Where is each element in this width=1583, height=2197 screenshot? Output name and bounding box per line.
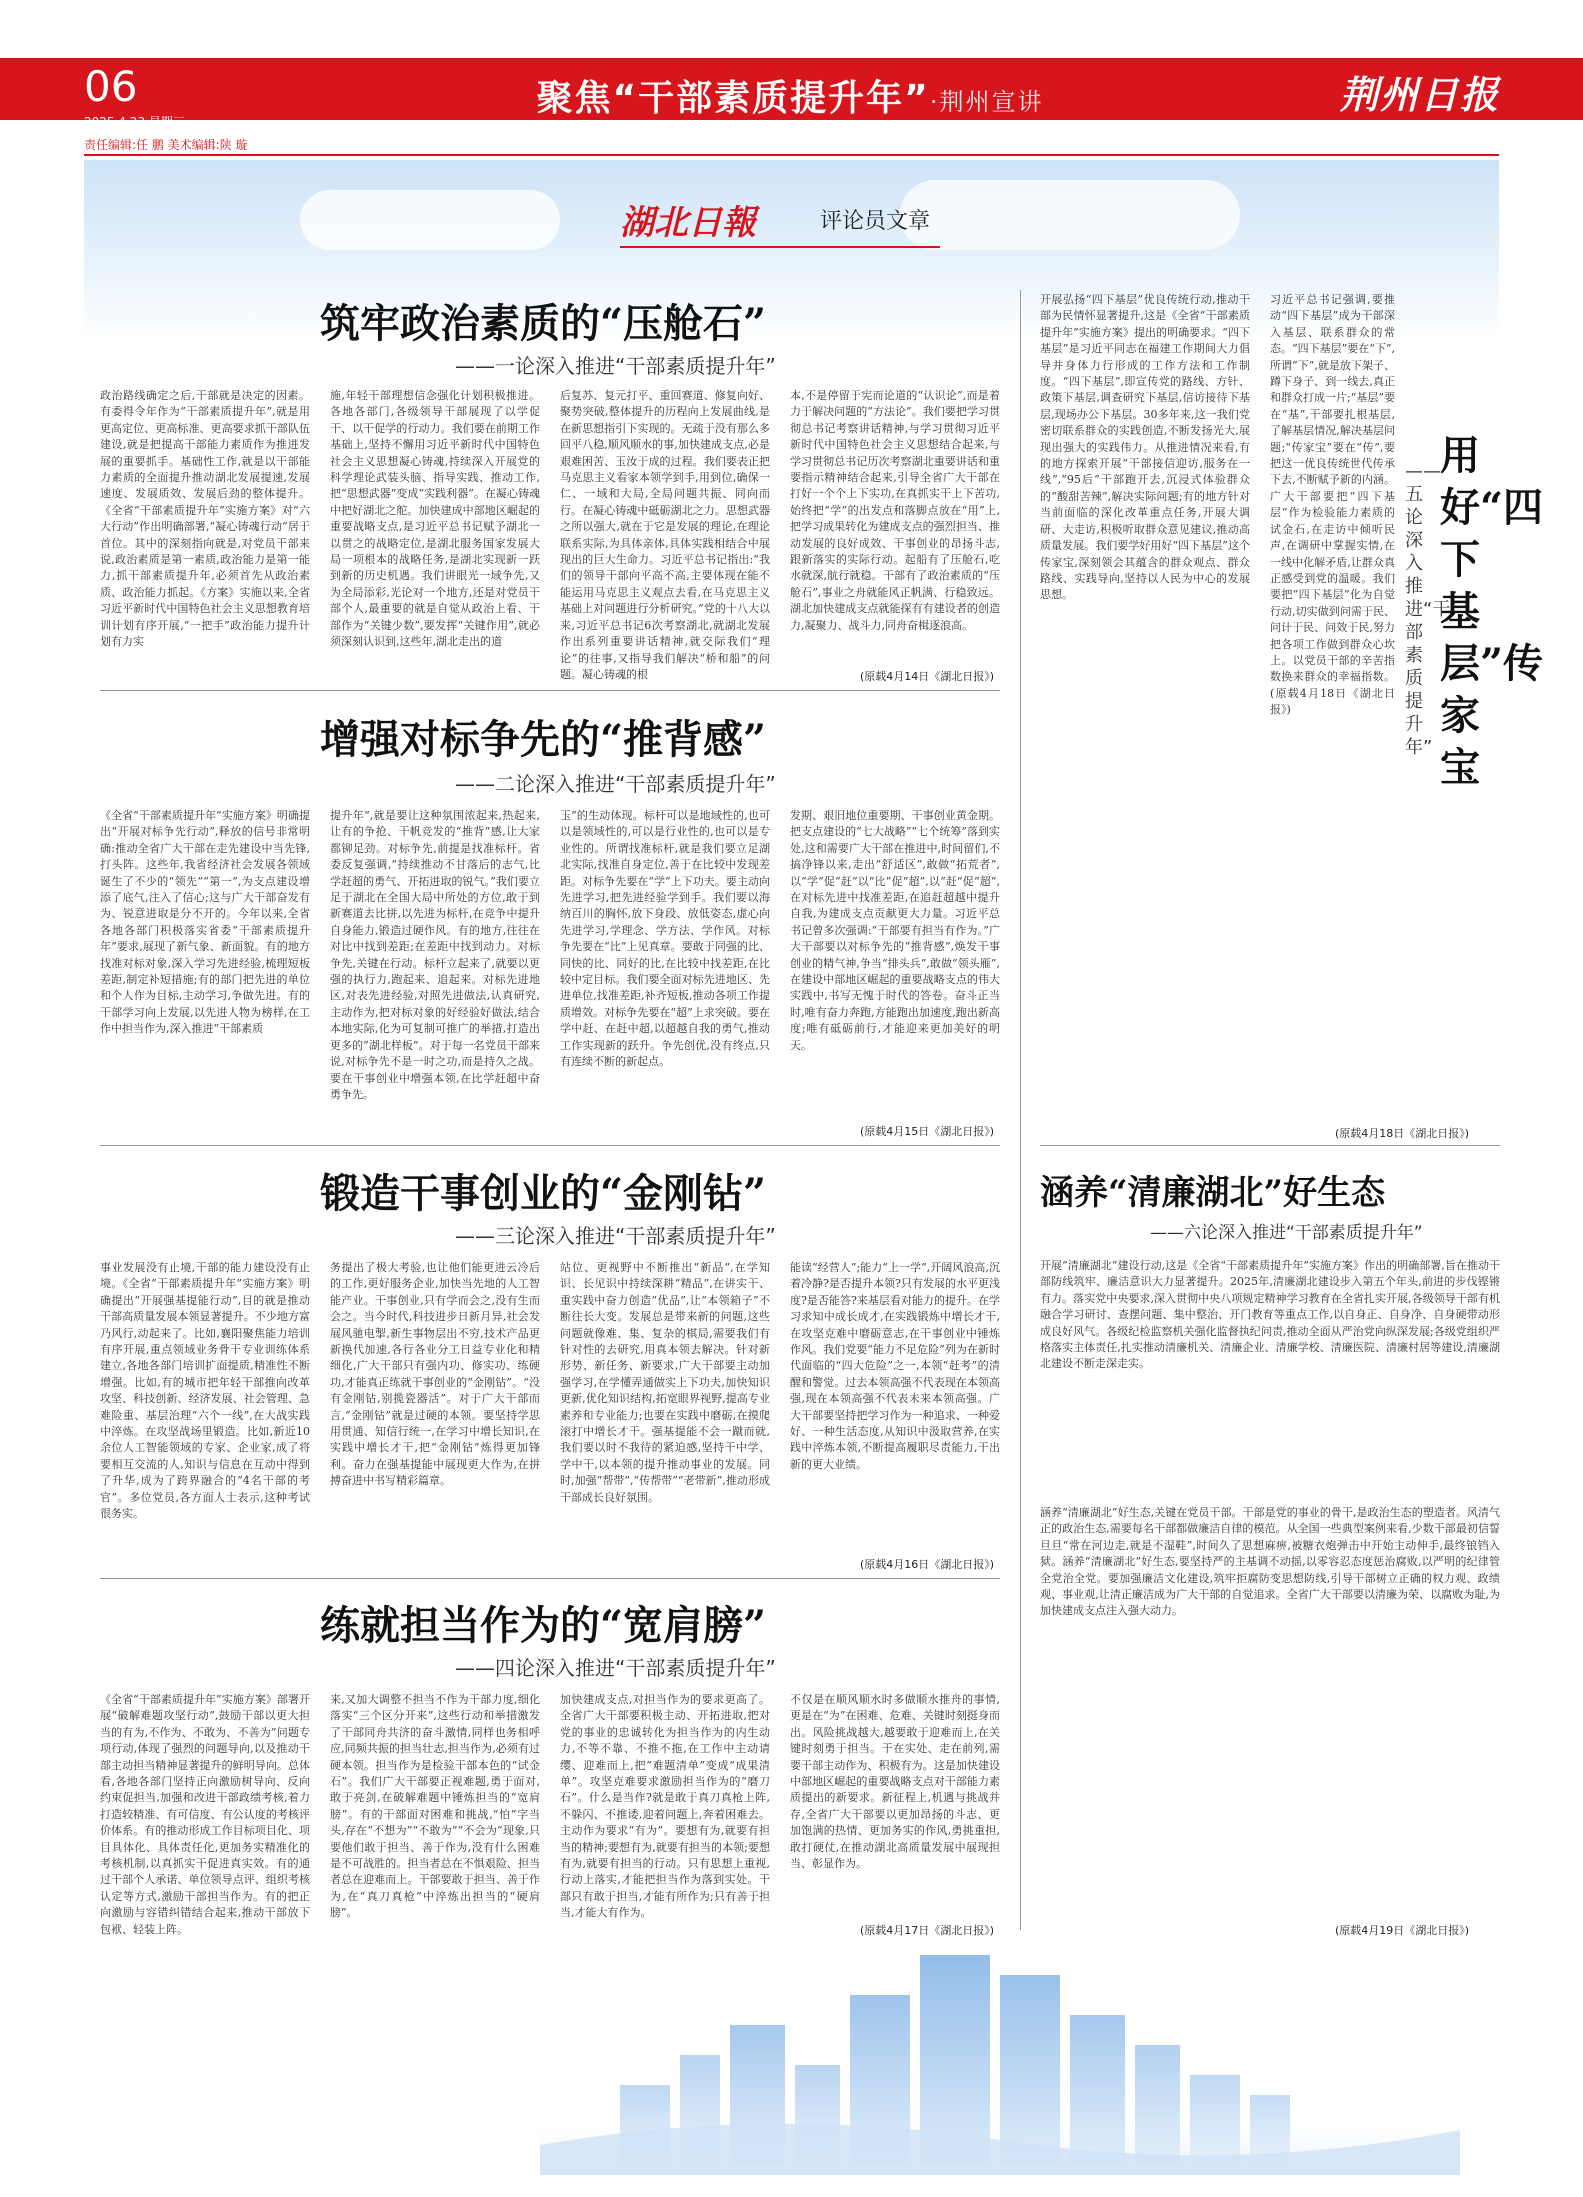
divider [100,1145,1000,1146]
column-divider [1020,290,1021,1930]
article-title-5: 用好“四下基层”传家宝 [1440,432,1544,791]
article-title-3: 锻造干事创业的“金刚钻” [320,1170,767,1217]
article-title-6: 涵养“清廉湖北”好生态 [1040,1173,1386,1213]
article-2-col-2: 提升年”,就是要让这种氛围浓起来,热起来,让有的争抢、干帆竞发的“推背”感,让大家都铆足劲。对标争先,前提是找准标杆。省委反复强调,“持续推动不甘落后的志气,比学赶超的勇气、开拓进取的锐气。”我们要立足于湖北在全国大局中所处的方位,敢于到新赛道去比拼,以先进为标杆,在竞争中提升自身能力,锻造过硬作风。有的地方,往往在对比中找到差距;在差距中找到动力。对标争先,关键在行动。标杆立起来了,就要以更强的执行力,跑起来、追起来。对标先进地区,对表先进经验,对照先进做法,认真研究,主动作为,把对标对象的好经验好做法,结合本地实际,化为可复制可推广的举措,打造出更多的“湖北样板”。对于每一名党员干部来说,对标争先不是一时之功,而是持久之战。要在干事创业中增强本领,在比学赶超中奋勇争先。 [330,809,540,1101]
article-1-source: (原载4月14日《湖北日报》) [860,670,995,683]
article-4-col-3: 加快建成支点,对担当作为的要求更高了。全省广大干部要积极主动、开拓进取,把对党的事业的忠诚转化为担当作为的内生动力,不等不靠、不推不拖,在工作中主动请缨、迎难而上,把“难题清单”变成“成果清单”。攻坚克难要求激励担当作为的“磨刀石”。什么是当作?就是敢于真刀真枪上阵,不躲闪、不推诿,迎着问题上,奔着困难去。主动作为要求“有为”。要想有为,就要有担当的精神;要想有为,就要有担当的本领;要想有为,就要有担当的行动。只有思想上重视,行动上落实,才能把担当作为落到实处。干部只有敢于担当,才能有所作为;只有善于担当,才能大有作为。 [560,1693,770,1920]
page-title-sub: ·荆州宣讲 [929,88,1044,116]
article-subtitle-6: ——六论深入推进“干部素质提升年” [1150,1223,1423,1243]
article-5-col-1: 开展弘扬“四下基层”优良传统行动,推动干部为民情怀显著提升,这是《全省“干部素质提升年”实施方案》提出的明确要求。“四下基层”是习近平同志在福建工作期间大力倡导并身体力行形成的工作方法和工作制度。“四下基层”,即宣传党的路线、方针、政策下基层,调查研究下基层,信访接待下基层,现场办公下基层。30多年来,这一我们党密切联系群众的实践创造,不断发扬光大,展现出强大的实践伟力。从推进情况来看,有的地方探索开展“干部接信迎访,服务在一线”,“95后”干部跑开去,沉浸式体验群众的“酸甜苦辣”,解决实际问题;有的地方针对当前面临的深化改革重点任务,开展大调研、大走访,积极听取群众意见建议,推动高质量发展。我们要学好用好“四下基层”这个传家宝,深刻领会其蕴含的群众观点、群众路线、实践导向,坚持以人民为中心的发展思想。 [1040,293,1250,602]
article-subtitle-5: ——五论深入推进“干部素质提升年” [1405,461,1451,758]
article-subtitle-1: ——一论深入推进“干部素质提升年” [455,354,776,378]
article-subtitle-2: ——二论深入推进“干部素质提升年” [455,772,776,796]
article-4-col-2: 来,又加大调整不担当不作为干部力度,细化落实“三个区分开来”,这些行动和举措激发了干部同舟共济的奋斗激情,同样也务相呼应,同频共振的担当壮志,担当作为,必须有过硬本领。担当作为是检验干部本色的“试金石”。我们广大干部要正视难题,勇于面对,敢于亮剑,在破解难题中锤炼担当的“宽肩膀”。有的干部面对困难和挑战,“怕”字当头,存在“不想为”“不敢为”“不会为”现象,只要他们敢于担当、善于作为,没有什么困难是不可战胜的。担当者总在不惧艰险、担当者总在迎难而上。干部要敢于担当、善于作为,在“真刀真枪”中淬炼出担当的“硬肩膀”。 [330,1693,540,1920]
cloud-decoration [300,190,560,250]
section-underline [620,246,940,248]
page-title-main: 聚焦“干部素质提升年” [536,78,930,119]
article-4-col-1: 《全省“干部素质提升年”实施方案》部署开展“破解难题攻坚行动”,鼓励干部以更大担当的有为,不作为、不敢为、不善为”问题专项行动,体现了强烈的问题导向,以及推动干部主动担当精神显著提升的鲜明导向。总体看,各地各部门坚持正向激励树导向、反向约束促担当,加强和改进干部政绩考核,着力打造较精准、有可信度、有公认度的考核评价体系。有的推动形成工作目标项目化、项目具体化、具体责任化,更加务实精准化的考核机制,以真抓实干促进真实效。有的通过干部个人承诺、单位领导点评、组织考核认定等方式,激励干部担当作为。有的把正向激励与容错纠错结合起来,推动干部放下包袱、轻装上阵。 [100,1693,310,1936]
section-brand-logo: 湖北日報 [620,203,756,243]
article-title-4: 练就担当作为的“宽肩膀” [320,1602,767,1649]
article-1-col-2: 施,年轻干部理想信念强化计划积极推进。各地各部门,各级领导干部展现了以学促干、以干促学的行动力。我们要在前期工作基础上,坚持不懈用习近平新时代中国特色社会主义思想凝心铸魂,持续深入开展党的科学理论武装头脑、指导实践、推动工作,把“思想武器”变成“实践利器”。在凝心铸魂中把好湖北之舵。加快建成中部地区崛起的重要战略支点,是习近平总书记赋予湖北一以贯之的战略定位,是湖北服务国家发展大局一项根本的战略任务,是湖北实现新一跃到新的历史机遇。我们讲眼光一域争先,又为全局添彩,光论对一个地方,还是对党员干部个人,最重要的就是自觉从政治上看、干部作为“关键少数”,要发挥“关键作用”,就必须深刻认识到,这些年,湖北走出的道 [330,389,540,649]
article-4-col-4: 不仅是在顺风顺水时多做顺水推舟的事情,更是在“为”在困难、危难、关键时刻挺身而出。风险挑战越大,越要敢于迎难而上,在关键时刻勇于担当。干在实处、走在前列,需要干部主动作为、积极有为。这是加快建设中部地区崛起的重要战略支点对干部能力素质提出的新要求。新征程上,机遇与挑战并存,全省广大干部要以更加昂扬的斗志、更加饱满的热情、更加务实的作风,勇挑重担,敢打硬仗,在推动湖北高质量发展中展现担当、彰显作为。 [790,1693,1000,1871]
article-5-col-2: 习近平总书记强调,要推动“四下基层”成为干部深入基层、联系群众的常态。“四下基层”要在“下”,所谓“下”,就是放下架子、蹲下身子、到一线去,真正和群众打成一片;“基层”要在“基”,干部要扎根基层,了解基层情况,解决基层问题;“传家宝”要在“传”,要把这一优良传统世代传承下去,不断赋予新的内涵。广大干部要把“四下基层”作为检验能力素质的试金石,在走访中倾听民声,在调研中掌握实情,在一线中化解矛盾,让群众真正感受到党的温暖。我们要把“四下基层”化为自觉行动,切实做到问需于民、问计于民、问效于民,努力把各项工作做到群众心坎上。以党员干部的辛苦指数换来群众的幸福指数。(原载4月18日《湖北日报》) [1270,293,1395,717]
article-6-col-1: 开展“清廉湖北”建设行动,这是《全省“干部素质提升年”实施方案》作出的明确部署,旨在推动干部防线筑牢、廉洁意识大力显著提升。2025年,清廉湖北建设步入第五个年头,前进的步伐铿锵有力。落实党中央要求,深入贯彻中央八项规定精神学习教育在全省扎实开展,各级领导干部有机融合学习研讨、查摆问题、集中整治、开门教育等重点工作,以自身正、自身净、自身硬带动形成良好风气。各级纪检监察机关强化监督执纪问责,推动全面从严治党向纵深发展;各级党组织严格落实主体责任,扎实推动清廉机关、清廉企业、清廉学校、清廉医院、清廉村居等建设,清廉湖北建设不断走深走实。 [1040,1259,1500,1371]
divider [100,690,1000,691]
city-skyline-illustration [540,1935,1460,2175]
article-3-col-3: 站位、更视野中不断推出“新品”,在学知识、长见识中持续深耕“精品”,在讲实干、重实践中奋力创造“优品”,让“本领箱子”不断往长大变。发展总是带来新的问题,这些问题就像难、集、复杂的棋局,需要我们有针对性的去研究,用真本领去解决。针对新形势、新任务、新要求,广大干部要主动加强学习,在学懂弄通做实上下功夫,加快知识更新,优化知识结构,拓宽眼界视野,提高专业素养和专业能力;也要在实践中磨砺,在摸爬滚打中增长才干。强基提能不会一蹴而就,我们要以时不我待的紧迫感,坚持干中学、学中干,以本领的提升推动事业的发展。同时,加强“帮带”,“传帮带”“老带新”,推动形成干部成长良好氛围。 [560,1261,770,1504]
divider [100,1578,1000,1579]
article-1-col-1: 政治路线确定之后,干部就是决定的因素。有委得令年作为“干部素质提升年”,就是用更高定位、更高标准、更高要求抓干部队伍建设,就是把提高干部能力素质作为推进发展的重要抓手。基础性工作,就是以干部能力素质的全面提升推动湖北发展提速,发展速度、发展质效、发展后劲的整体提升。《全省“干部素质提升年”实施方案》对“六大行动”作出明确部署,“凝心铸魂行动”居于首位。其中的深刻指向就是,对党员干部来说,政治素质是第一素质,政治能力是第一能力,抓干部素质提升年,必须首先从政治素质、政治能力抓起。《方案》实施以来,全省习近平新时代中国特色社会主义思想教育培训计划有序开展,“一把手”政治能力提升计划有力实 [100,389,310,649]
article-2-source: (原载4月15日《湖北日报》) [860,1125,995,1138]
article-5-source: (原载4月18日《湖北日报》) [1335,1127,1470,1140]
article-3-col-4: 能读“经营人”;能力“上一学”,开阔风浪高,沉着冷静?是否提升本领?只有发展的水平更浅度?是否能答?来基层看对能力的提升。在学习求知中成长成才,在实践锻炼中增长才干,在攻坚克难中磨砺意志,在干事创业中锤炼作风。我们党要“能力不足危险”列为在新时代面临的“四大危险”之一,本领“赶考”的清醒和警觉。过去本领高强不代表现在本领高强,现在本领高强不代表未来本领高强。广大干部要坚持把学习作为一种追求、一种爱好、一种生活态度,从知识中汲取营养,在实践中淬炼本领,不断提高履职尽责能力,干出新的更大业绩。 [790,1261,1000,1471]
section-label: 评论员文章 [820,209,931,234]
article-6-col-2: 涵养“清廉湖北”好生态,关键在党员干部。干部是党的事业的骨干,是政治生态的塑造者。风清气正的政治生态,需要每名干部都做廉洁自律的模范。从全国一些典型案例来看,少数干部最初信誓旦旦“常在河边走,就是不湿鞋”,时间久了思想麻痹,被糖衣炮弹击中开始主动伸手,最终锒铛入狱。涵养“清廉湖北”好生态,要坚持严的主基调不动摇,以零容忍态度惩治腐败,以严明的纪律管全党治全党。要加强廉洁文化建设,筑牢拒腐防变思想防线,引导干部树立正确的权力观、政绩观、事业观,让清正廉洁成为广大干部的自觉追求。全省广大干部要以清廉为荣、以腐败为耻,为加快建成支点注入强大动力。 [1040,1506,1500,1618]
article-4-source: (原载4月17日《湖北日报》) [860,1924,995,1937]
header-rule [84,154,1499,156]
editor-credits: 责任编辑:任 鹏 美术编辑:陕 璇 [84,138,248,152]
article-subtitle-4: ——四论深入推进“干部素质提升年” [455,1656,776,1680]
issue-date: 2025.4.23 星期三 [84,115,185,129]
article-2-col-1: 《全省“干部素质提升年”实施方案》明确提出“开展对标争先行动”,释放的信号非常明确:推动全省广大干部在走先建设中当先锋,打头阵。这些年,我省经济社会发展各领域诞生了不少的“领先”“第一”,为支点建设增添了底气,注入了信心;这与广大干部奋发有为、锐意进取是分不开的。今年以来,全省各地各部门积极落实省委“干部素质提升年”要求,展现了新气象、新面貌。有的地方找准对标对象,深入学习先进经验,梳理短板差距,制定补短措施;有的部门把先进的单位和个人作为目标,主动学习,争做先进。有的干部学习向上发展,以先进人物为榜样,在工作中担当作为,深入推进“干部素质 [100,809,310,1036]
page-title [380,70,1200,121]
article-3-col-2: 务提出了极大考验,也让他们能更进云冷后的工作,更好服务企业,加快当先地的人工智能产业。干事创业,只有学而会之,没有生而会之。当今时代,科技进步日新月异,社会发展风驰电掣,新生事物层出不穷,技术产品更新换代加速,各行各业分工日益专业化和精细化,广大干部只有强内功、修实功、练硬功,才能真正练就干事创业的“金刚钻”。“没有金刚钻,别揽瓷器活”。对于广大干部而言,“金刚钻”就是过硬的本领。要坚持学思用贯通、知信行统一,在学习中增长知识,在实践中增长才干,把“金刚钻”炼得更加锋利。奋力在强基提能中展现更大作为,在拼搏奋进中书写精彩篇章。 [330,1261,540,1488]
divider [1040,1145,1500,1146]
page-number: 06 [84,62,138,111]
article-title-1: 筑牢政治素质的“压舱石” [320,300,767,347]
article-3-source: (原载4月16日《湖北日报》) [860,1558,995,1571]
article-1-col-3: 后复苏、复元打平、重回赛道、修复向好、聚势突破,整体提升的历程向上发展曲线,是在新思想指引下实现的。无疏于没有那么多回平八稳,顺风顺水的事,加快建成支点,必是艰难困苦、玉汝于成的过程。我们要表正把马克思主义看家本领学到手,用到位,确保一仁、一域和大局,全局问题共振、同向而行。在凝心铸魂中砥砺湖北之力。思想武器之所以强大,就在于它是发展的理论,在理论联系实际,为具体亲体,具体实践相结合中展现出的巨大生命力。习近平总书记指出:“我们的领导干部向平高不高,主要体现在能不能运用马克思主义观点去看,在马克思主义基础上对问题进行分析研究。”党的十八大以来,习近平总书记6次考察湖北,就湖北发展作出系列重要讲话精神,就交际我们“理论”的往事,又指导我们解决“桥和船”的问题。凝心铸魂的根 [560,389,770,680]
article-subtitle-3: ——三论深入推进“干部素质提升年” [455,1224,776,1248]
article-2-col-4: 发期、艰旧地位重要期、干事创业黄金期。把支点建设的“七大战略”“七个统筹”落到实处,这和需要广大干部在推进中,时间留们,不搞净锋以来,走出“舒适区”,敢做“拓荒者”,以“学”促“赶”以“比”促“超”,以“赶”促“超”,在对标先进中找准差距,在追赶超越中提升自我,为建成支点贡献更大力量。习近平总书记曾多次强调:“干部要有担当有作为。”广大干部要以对标争先的“推背感”,焕发干事创业的精气神,争当“排头兵”,敢做“领头雁”,在建设中部地区崛起的重要战略支点的伟大实践中,书写无愧于时代的答卷。奋斗正当时,唯有奋力奔跑,方能跑出加速度,跑出新高度;唯有砥砺前行,才能迎来更加美好的明天。 [790,809,1000,1052]
masthead-logo: 荆州日报 [1339,72,1500,117]
cloud-decoration [900,180,1240,250]
article-3-col-1: 事业发展没有止境,干部的能力建设没有止境。《全省“干部素质提升年”实施方案》明确提出“开展强基提能行动”,目的就是推动干部高质量发展本领显著提升。不少地方富乃风行,动起来了。比如,襄阳聚焦能力培训有序开展,重点领域业务骨干专业训练体系建立,各地各部门培训扩面提质,精准性不断增强。比如,有的城市把年轻干部推向改革攻坚、科技创新、经济发展、社会管理、急难险重、基层治理“六个一线”,在大战实践中淬炼。在攻坚战场里锻造。比如,新近10余位人工智能领域的专家、企业家,成了将要相互交流的人,知识与信息在互动中得到了升华,成为了跨界融合的“4名干部的考官”。多位党员,各方面人士表示,这种考试很务实。 [100,1261,310,1521]
article-6-source: (原载4月19日《湖北日报》) [1335,1924,1470,1937]
article-2-col-3: 玉”的生动体现。标杆可以是地域性的,也可以是领域性的,可以是行业性的,也可以是专业性的。所谓找准标杆,就是我们要立足湖北实际,找准自身定位,善于在比较中发现差距。对标争先要在“学”上下功夫。要主动向先进学习,把先进经验学到手。我们要以海纳百川的胸怀,放下身段、放低姿态,虚心向先进学习,学理念、学方法、学作风。对标争先要在“比”上见真章。要敢于同强的比、同快的比、同好的比,在比较中找差距,在比较中定目标。我们要全面对标先进地区、先进单位,找准差距,补齐短板,推动各项工作提质增效。对标争先要在“超”上求突破。要在学中赶、在赶中超,以超越自我的勇气,推动工作实现新的跃升。争先创优,没有终点,只有连续不断的新起点。 [560,809,770,1069]
article-1-col-4: 本,不是停留于宪而论道的“认识论”,而是着力于解决问题的“方法论”。我们要把学习贯彻总书记考察讲话精神,与学习贯彻习近平新时代中国特色社会主义思想结合起来,与学习贯彻总书记历次考察湖北重要讲话和重要指示精神结合起来,引导全省广大干部在打好一个个上下实功,在真抓实干上下苦功,始终把“学”的出发点和落脚点放在“用”上,把学习成果转化为建成支点的强烈担当、推动发展的良好成效、干事创业的昂扬斗志,跟新落实的实际行动。起船有了压舱石,吃水就深,航行就稳。干部有了政治素质的“压舱石”,事业之舟就能风正帆满、行稳致远。湖北加快建成支点就能探有有建设者的创造力,凝聚力、战斗力,同舟奋楫逐浪高。 [790,389,1000,632]
article-title-2: 增强对标争先的“推背感” [320,716,767,763]
